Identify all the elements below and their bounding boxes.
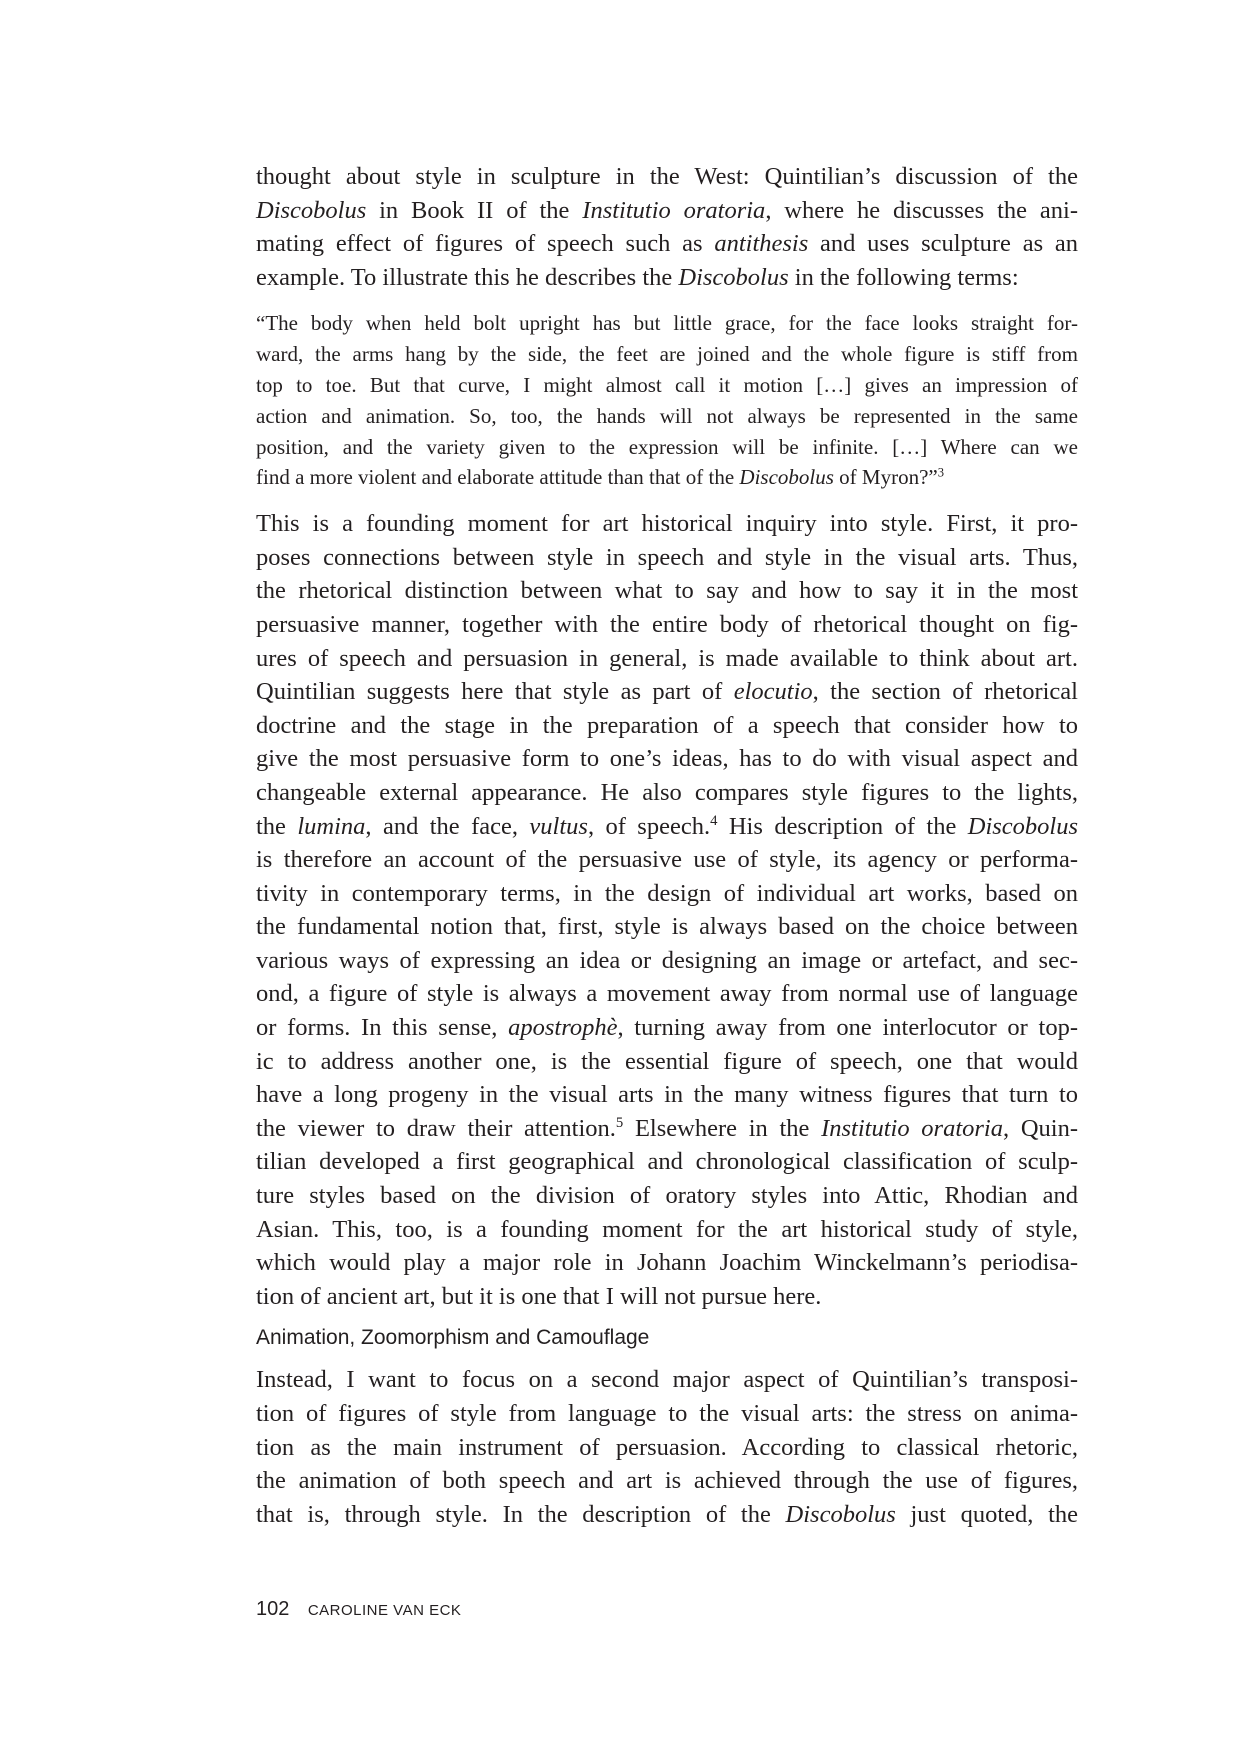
- text-run: give the most persuasive form to one’s ideas, has to do with visual aspect and: [256, 745, 1078, 773]
- text-run: or forms. In this sense,: [256, 1014, 509, 1042]
- text-run: , and the face,: [365, 812, 530, 840]
- text-run: which would play a major role in Johann Joachim Winckelmann’s periodisa-: [256, 1249, 1078, 1277]
- text-run: ures of speech and persuasion in general, is made available to think about art.: [256, 644, 1078, 672]
- text-line: [256, 339, 1078, 370]
- text-run: ward, the arms hang by the side, the feet are joined and the whole figure is stiff from: [256, 342, 1078, 367]
- text-line: [256, 160, 1078, 194]
- text-line: [256, 370, 1078, 401]
- text-line: [256, 608, 1078, 642]
- footnote-ref: 5: [615, 1115, 624, 1132]
- text-line: [256, 1464, 1078, 1498]
- text-line: [256, 261, 1078, 295]
- italic-term: apostrophè: [508, 1014, 618, 1042]
- italic-term: lumina: [297, 812, 366, 840]
- text-run: ond, a figure of style is always a movement away from normal use of language: [256, 980, 1078, 1008]
- text-line: [256, 541, 1078, 575]
- text-run: the: [256, 812, 298, 840]
- text-run: changeable external appearance. He also compares style figures to the lights,: [256, 778, 1078, 806]
- italic-term: Discobolus: [739, 465, 834, 490]
- text-line: [256, 1498, 1078, 1532]
- text-line: [256, 1431, 1078, 1465]
- text-run: that is, through style. In the description of the: [256, 1500, 786, 1528]
- italic-term: Institutio oratoria: [582, 196, 766, 224]
- footnote-ref: 3: [937, 465, 945, 480]
- page-footer: [256, 1598, 461, 1621]
- text-run: Elsewhere in the: [623, 1114, 822, 1142]
- text-run: tilian developed a first geographical and chronological classification of sculp-: [256, 1148, 1078, 1176]
- text-run: in the following terms:: [788, 263, 1019, 291]
- text-run: find a more violent and elaborate attitude than that of the: [256, 465, 740, 490]
- text-run: mating effect of figures of speech such as: [256, 230, 715, 258]
- paragraph-3: [256, 1363, 1078, 1531]
- text-line: [256, 776, 1078, 810]
- text-line: [256, 877, 1078, 911]
- text-run: , Quin-: [1002, 1114, 1078, 1142]
- text-run: doctrine and the stage in the preparation of a speech that consider how to: [256, 711, 1078, 739]
- text-line: [256, 843, 1078, 877]
- text-run: the animation of both speech and art is achieved through the use of figures,: [256, 1467, 1078, 1495]
- text-line: [256, 910, 1078, 944]
- text-run: Quintilian suggests here that style as part of: [256, 678, 734, 706]
- text-run: Instead, I want to focus on a second major aspect of Quintilian’s transposi-: [256, 1366, 1078, 1394]
- italic-term: Discobolus: [785, 1500, 896, 1528]
- text-line: [256, 1363, 1078, 1397]
- text-line: [256, 308, 1078, 339]
- text-run: , of speech.: [587, 812, 711, 840]
- text-line: [256, 977, 1078, 1011]
- text-run: tivity in contemporary terms, in the design of individual art works, based on: [256, 879, 1078, 907]
- text-line: [256, 642, 1078, 676]
- text-line: [256, 675, 1078, 709]
- text-run: have a long progeny in the visual arts in the many witness figures that turn to: [256, 1081, 1078, 1109]
- italic-term: elocutio: [733, 678, 813, 706]
- text-line: [256, 401, 1078, 432]
- text-run: ic to address another one, is the essential figure of speech, one that would: [256, 1047, 1078, 1075]
- text-line: [256, 1397, 1078, 1431]
- text-run: in Book II of the: [366, 196, 583, 224]
- text-line: [256, 709, 1078, 743]
- italic-term: antithesis: [714, 230, 809, 258]
- text-run: thought about style in sculpture in the West: Quintilian’s discussion of the: [256, 163, 1078, 190]
- text-run: various ways of expressing an idea or designing an image or artefact, and sec-: [256, 946, 1078, 974]
- paragraph-1: [256, 160, 1078, 294]
- text-line: [256, 1280, 1078, 1314]
- text-run: of Myron?”: [833, 465, 938, 490]
- section-heading: Animation, Zoomorphism and Camouflage: [256, 1326, 650, 1350]
- text-line: [256, 1246, 1078, 1280]
- text-run: poses connections between style in speech and style in the visual arts. Thus,: [256, 543, 1078, 571]
- text-line: [256, 227, 1078, 261]
- text-line: [256, 1112, 1078, 1146]
- text-run: just quoted, the: [895, 1500, 1078, 1528]
- text-run: This is a founding moment for art historical inquiry into style. First, it pro-: [256, 510, 1078, 538]
- text-run: tion as the main instrument of persuasion. According to classical rhetoric,: [256, 1433, 1078, 1461]
- text-line: [256, 1145, 1078, 1179]
- text-run: ture styles based on the division of oratory styles into Attic, Rhodian and: [256, 1182, 1078, 1210]
- text-run: is therefore an account of the persuasive use of style, its agency or performa-: [256, 846, 1078, 874]
- italic-term: vultus: [529, 812, 588, 840]
- footnote-ref: 4: [710, 812, 718, 829]
- text-line: [256, 574, 1078, 608]
- text-line: [256, 810, 1078, 844]
- text-run: top to toe. But that curve, I might almost call it motion […] gives an impression of: [256, 372, 1078, 397]
- text-run: Asian. This, too, is a founding moment for the art historical study of style,: [256, 1215, 1078, 1243]
- italic-term: Discobolus: [256, 196, 367, 224]
- italic-term: Discobolus: [967, 812, 1079, 840]
- text-line: [256, 432, 1078, 463]
- text-run: His description of the: [717, 812, 968, 840]
- text-run: persuasive manner, together with the entire body of rhetorical thought on fig-: [256, 610, 1078, 638]
- text-run: example. To illustrate this he describes the: [256, 263, 679, 291]
- text-run: the viewer to draw their attention.: [256, 1114, 616, 1142]
- running-author: CAROLINE VAN ECK: [307, 1602, 462, 1619]
- text-run: position, and the variety given to the expression will be infinite. […] Where can we: [256, 434, 1078, 459]
- text-line: [256, 1078, 1078, 1112]
- italic-term: Institutio oratoria: [821, 1114, 1003, 1142]
- text-run: and uses sculpture as an: [808, 230, 1078, 258]
- text-line: [256, 944, 1078, 978]
- text-run: “The body when held bolt upright has but little grace, for the face looks straight for-: [256, 311, 1078, 336]
- italic-term: Discobolus: [678, 263, 789, 291]
- text-run: , the section of rhetorical: [812, 678, 1078, 706]
- paragraph-2: [256, 507, 1078, 1313]
- text-line: [256, 1213, 1078, 1247]
- text-line: [256, 507, 1078, 541]
- text-run: the fundamental notion that, first, style is always based on the choice between: [256, 913, 1078, 941]
- text-run: , turning away from one interlocutor or top-: [617, 1014, 1078, 1042]
- text-run: tion of ancient art, but it is one that I will not pursue here.: [256, 1282, 822, 1310]
- text-line: [256, 462, 1078, 493]
- text-run: the rhetorical distinction between what to say and how to say it in the most: [256, 577, 1078, 605]
- text-line: [256, 742, 1078, 776]
- text-run: action and animation. So, too, the hands will not always be represented in the same: [256, 403, 1078, 428]
- page-body: [256, 160, 1078, 1531]
- block-quote: [256, 308, 1078, 493]
- text-line: [256, 194, 1078, 228]
- text-line: [256, 1045, 1078, 1079]
- page-number: 102: [256, 1598, 290, 1620]
- text-run: tion of figures of style from language to the visual arts: the stress on anima-: [256, 1400, 1078, 1427]
- text-run: , where he discusses the ani-: [765, 196, 1078, 224]
- text-line: [256, 1179, 1078, 1213]
- text-line: [256, 1011, 1078, 1045]
